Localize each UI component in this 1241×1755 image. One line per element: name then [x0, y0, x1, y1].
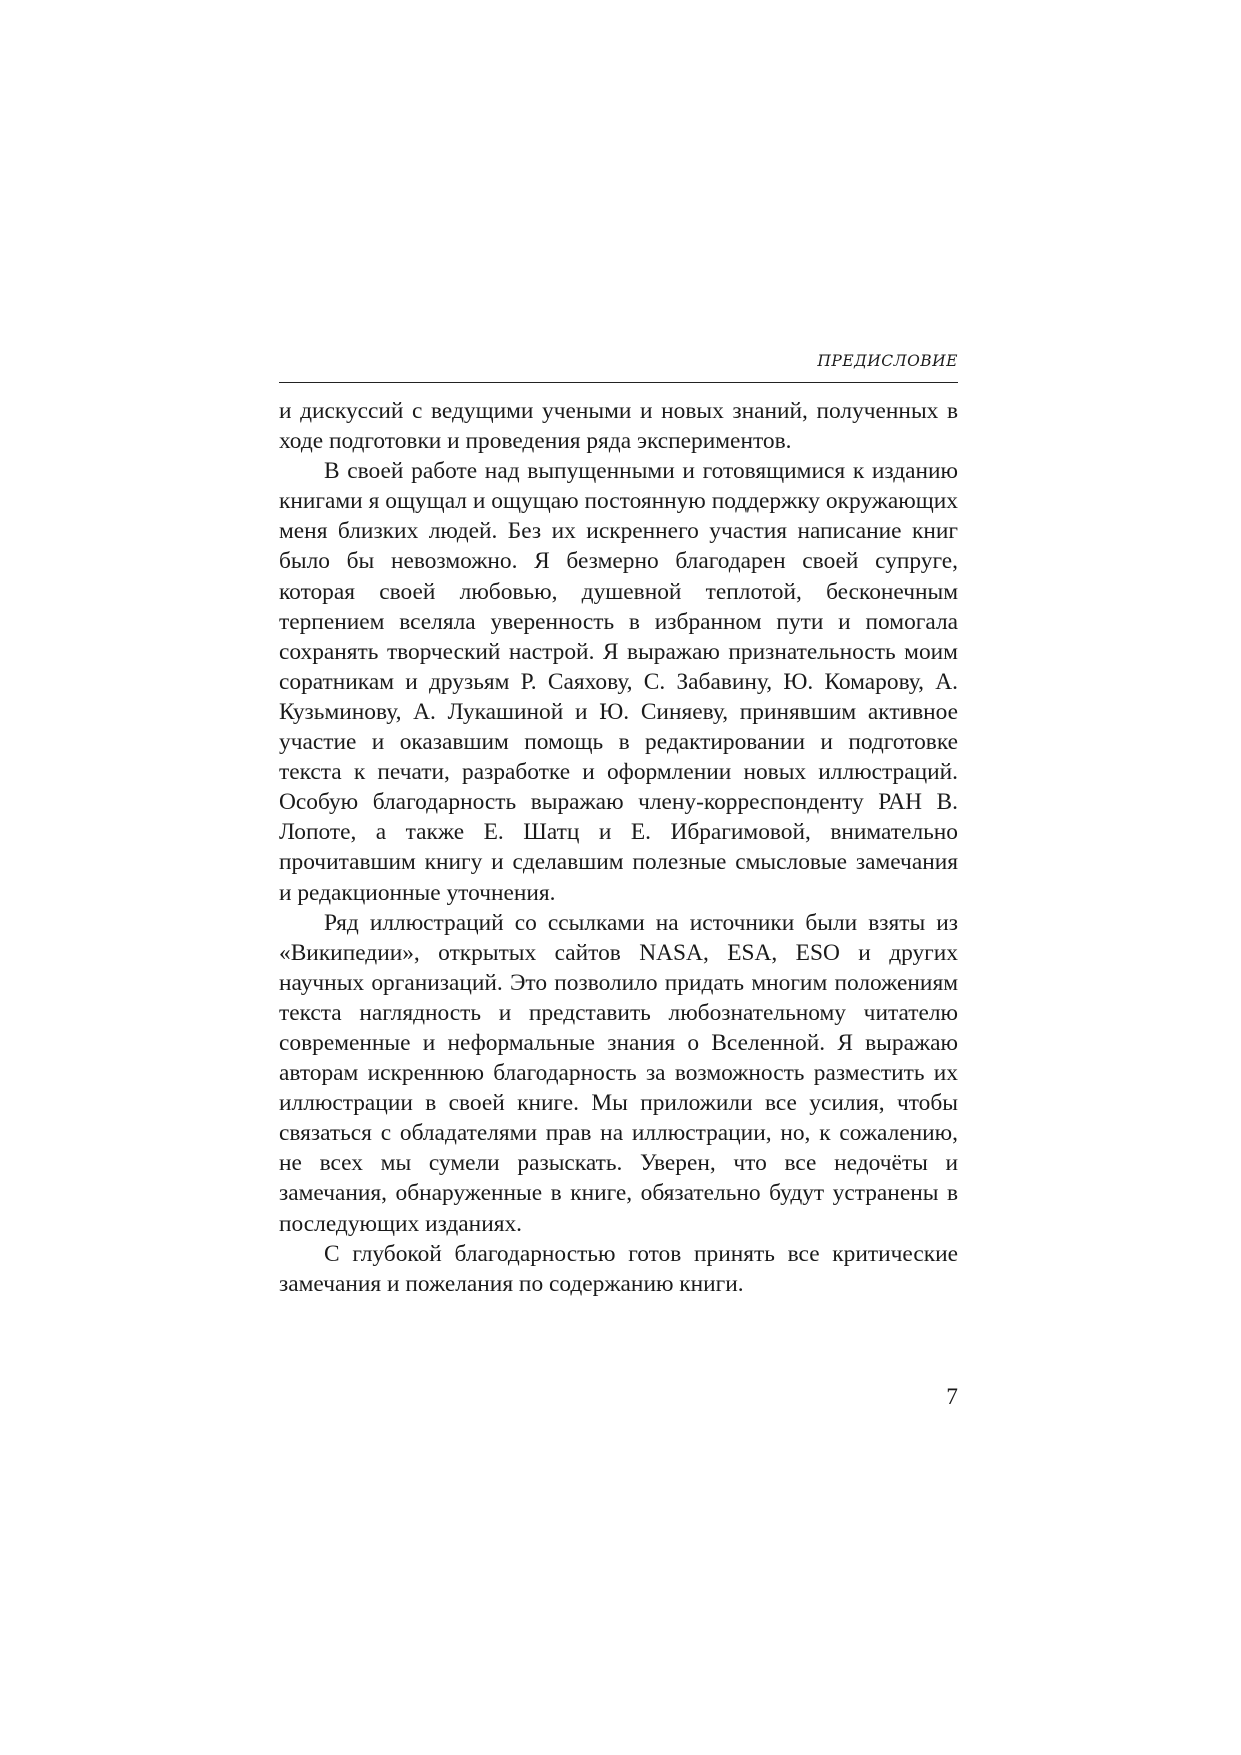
page-number: 7 — [946, 1384, 958, 1410]
paragraph-continued: и дискуссий с ведущими учеными и новых знаний, полученных в ходе подготовки и проведения ряда экспериментов. — [279, 398, 958, 455]
paragraph-illustrations: Ряд иллюстраций со ссылками на источники были взяты из «Википедии», открытых сайтов NASA, ESA, ESO и других научных организаций. Это позволило придать многим положениям текста наглядность и представить любознательному читателю современные и неформальные знания о Вселенной. Я выражаю авторам искреннюю благодарность за возможность разместить их иллюстрации в своей книге. Мы приложили все усилия, чтобы связаться с обладателями прав на иллюстрации, но, к сожалению, не всех мы сумели разыскать. Уверен, что все недочёты и замечания, обнаруженные в книге, обязательно будут устранены в последующих изданиях. — [279, 909, 958, 1237]
header-rule — [279, 382, 958, 383]
body-text — [279, 396, 958, 1299]
paragraph-acknowledgements: В своей работе над выпущенными и готовящимися к изданию книгами я ощущал и ощущаю постоянную поддержку окружающих меня близких людей. Без их искреннего участия написание книг было бы невозможно. Я безмерно благодарен своей супруге, которая своей любовью, душевной теплотой, бесконечным терпением вселяла уверенность в избранном пути и помогала сохранять творческий настрой. Я выражаю признательность моим соратникам и друзьям Р. Саяхову, С. Забавину, Ю. Комарову, А. Кузьминову, А. Лукашиной и Ю. Синяеву, принявшим активное участие и оказавшим помощь в редактировании и подготовке текста к печати, разработке и оформлении новых иллюстраций. Особую благодарность выражаю члену-корреспонденту РАН В. Лопоте, а также Е. Шатц и Е. Ибрагимовой, внимательно прочитавшим книгу и сделавшим полезные смысловые замечания и редакционные уточнения. — [279, 458, 958, 906]
paragraph-closing: С глубокой благодарностью готов принять все критические замечания и пожелания по содержанию книги. — [279, 1240, 958, 1297]
running-head-title: ПРЕДИСЛОВИЕ — [817, 352, 958, 370]
